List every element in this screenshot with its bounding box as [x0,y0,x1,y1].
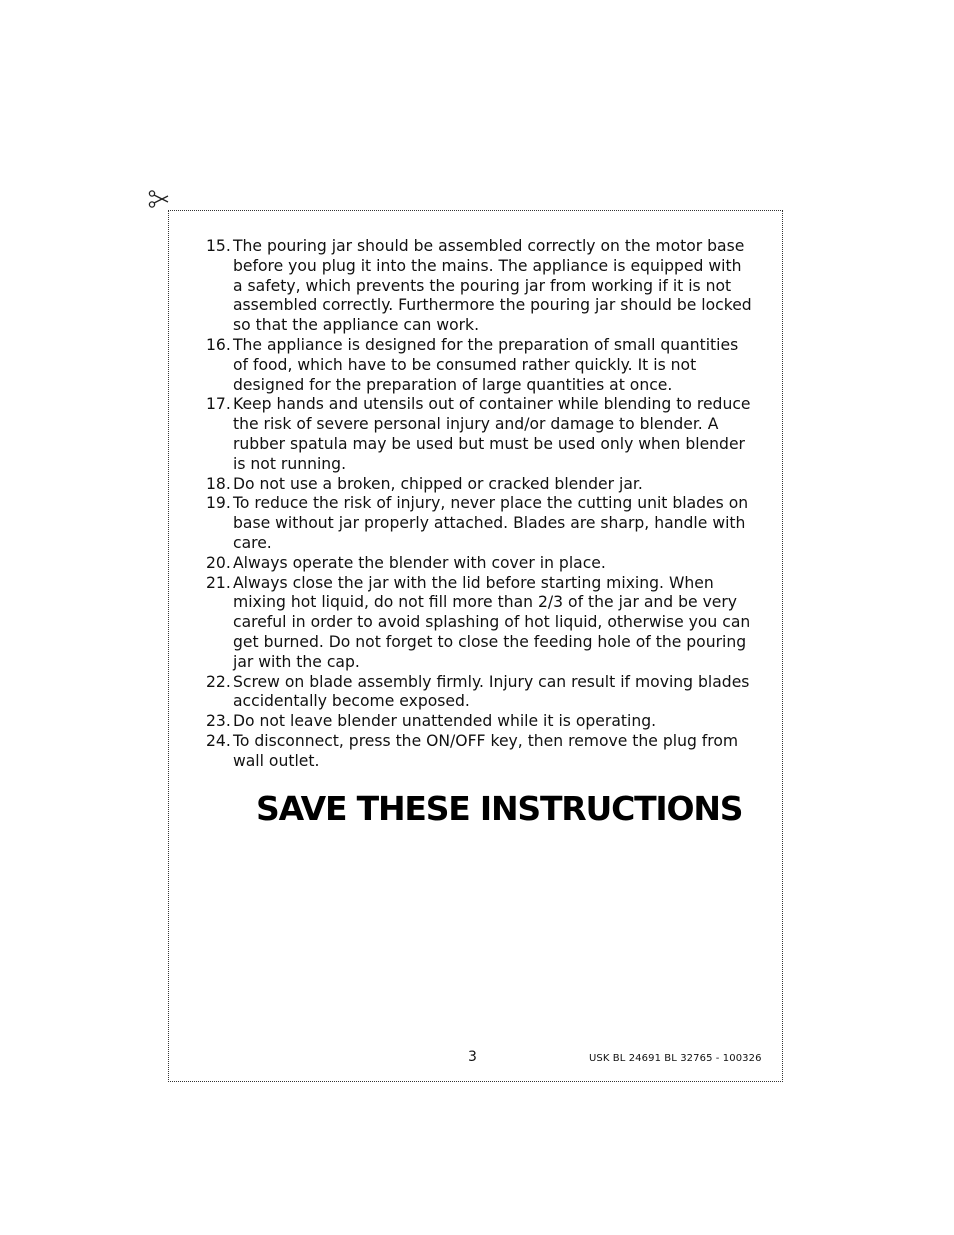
instruction-item [206,475,754,495]
instruction-item [206,237,754,336]
instruction-number: 20. [206,553,231,572]
instruction-item [206,494,754,553]
save-instructions-heading: SAVE THESE INSTRUCTIONS [256,789,743,828]
instruction-number: 17. [206,395,231,414]
safety-instructions-list [206,237,754,772]
instruction-text: Do not use a broken, chipped or cracked blender jar. [233,474,643,493]
instruction-item [206,712,754,732]
instruction-text: The pouring jar should be assembled correctly on the motor base before you plug it into the mains. The appliance is equipped with a safety, which prevents the pouring jar from working if it is not assembled correctly. Furthermore the pouring jar should be locked so that the appliance can work. [233,237,752,335]
instruction-item [206,395,754,474]
instruction-item [206,732,754,772]
instruction-text: Keep hands and utensils out of container while blending to reduce the risk of severe personal injury and/or damage to blender. A rubber spatula may be used but must be used only when blender is not running. [233,395,751,473]
instruction-text: The appliance is designed for the preparation of small quantities of food, which have to be consumed rather quickly. It is not designed for the preparation of large quantities at once. [233,335,739,394]
instruction-text: Always close the jar with the lid before starting mixing. When mixing hot liquid, do not fill more than 2/3 of the jar and be very careful in order to avoid splashing of hot liquid, otherwise you can get burned. Do not forget to close the feeding hole of the pouring jar with the cap. [233,573,751,671]
instruction-number: 19. [206,494,231,513]
instruction-item [206,336,754,395]
document-code: USK BL 24691 BL 32765 - 100326 [589,1053,762,1064]
instruction-text: To reduce the risk of injury, never place the cutting unit blades on base without jar properly attached. Blades are sharp, handle with care. [233,494,749,552]
instruction-number: 16. [206,335,231,354]
instruction-item [206,554,754,574]
instruction-number: 24. [206,731,231,750]
instruction-item [206,574,754,673]
instruction-text: Screw on blade assembly firmly. Injury can result if moving blades accidentally become exposed. [233,672,750,711]
instruction-text: Always operate the blender with cover in place. [233,553,606,572]
scissors-icon [147,189,169,209]
instruction-number: 21. [206,573,231,592]
instruction-item [206,673,754,713]
instruction-number: 22. [206,672,231,691]
instruction-text: Do not leave blender unattended while it is operating. [233,712,657,731]
instruction-number: 18. [206,474,231,493]
page-number: 3 [468,1049,477,1065]
instruction-text: To disconnect, press the ON/OFF key, then remove the plug from wall outlet. [233,731,739,770]
instruction-number: 15. [206,237,231,255]
instruction-number: 23. [206,712,231,731]
